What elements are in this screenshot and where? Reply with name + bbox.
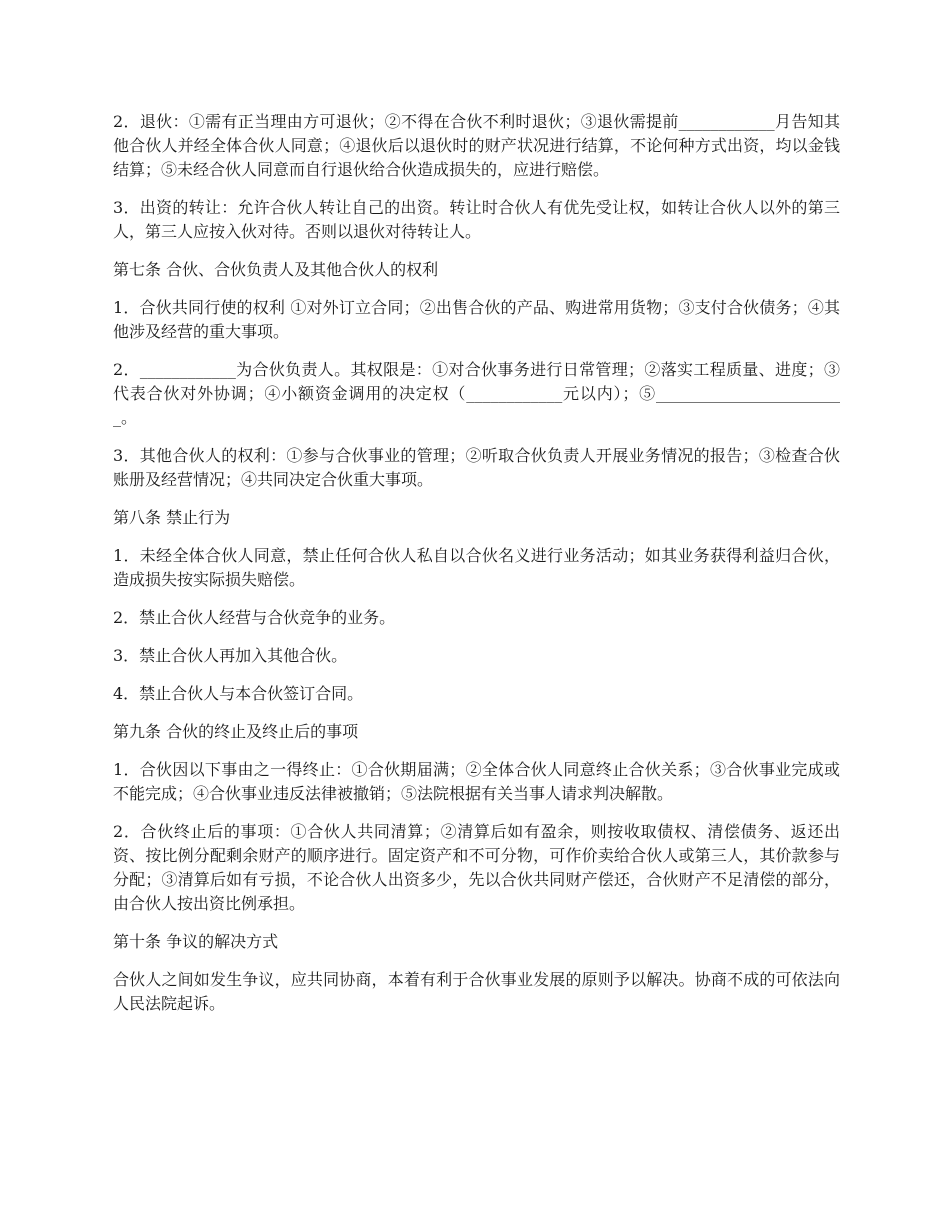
clause-partnership-manager: 2．____________为合伙负责人。其权限是：①对合伙事务进行日常管理；②落实工程质量、进度；③代表合伙对外协调；④小额资金调用的决定权（____________元以内）；⑤________________________。 [113, 360, 840, 427]
clause-prohibit-private-business: 1．未经全体合伙人同意，禁止任何合伙人私自以合伙名义进行业务活动；如其业务获得利益归合伙，造成损失按实际损失赔偿。 [113, 546, 840, 589]
article-7-heading: 第七条 合伙、合伙负责人及其他合伙人的权利 [113, 260, 439, 279]
clause-termination-causes: 1．合伙因以下事由之一得终止：①合伙期届满；②全体合伙人同意终止合伙关系；③合伙事业完成或不能完成；④合伙事业违反法律被撤销；⑤法院根据有关当事人请求判决解散。 [113, 760, 840, 803]
clause-prohibit-self-contract: 4．禁止合伙人与本合伙签订合同。 [113, 684, 364, 703]
clause-joint-rights: 1．合伙共同行使的权利 ①对外订立合同；②出售合伙的产品、购进常用货物；③支付合伙债务；④其他涉及经营的重大事项。 [113, 298, 840, 341]
clause-withdrawal: 2．退伙：①需有正当理由方可退伙；②不得在合伙不利时退伙；③退伙需提前____________月告知其他合伙人并经全体合伙人同意；④退伙后以退伙时的财产状况进行结算，不论何种方式出资，均以金钱结算；⑤未经合伙人同意而自行退伙给合伙造成损失的，应进行赔偿。 [113, 112, 840, 179]
clause-prohibit-competition: 2．禁止合伙人经营与合伙竞争的业务。 [113, 608, 396, 627]
document-body [113, 110, 840, 1030]
clause-prohibit-other-partnership: 3．禁止合伙人再加入其他合伙。 [113, 646, 348, 665]
clause-dispute-resolution: 合伙人之间如发生争议，应共同协商，本着有利于合伙事业发展的原则予以解决。协商不成的可依法向人民法院起诉。 [113, 970, 840, 1013]
article-8-heading: 第八条 禁止行为 [113, 508, 231, 527]
clause-other-partner-rights: 3．其他合伙人的权利：①参与合伙事业的管理；②听取合伙负责人开展业务情况的报告；③检查合伙账册及经营情况；④共同决定合伙重大事项。 [113, 446, 840, 489]
clause-post-termination: 2．合伙终止后的事项：①合伙人共同清算；②清算后如有盈余，则按收取债权、清偿债务、返还出资、按比例分配剩余财产的顺序进行。固定资产和不可分物，可作价卖给合伙人或第三人，其价款参与分配；③清算后如有亏损，不论合伙人出资多少，先以合伙共同财产偿还，合伙财产不足清偿的部分，由合伙人按出资比例承担。 [113, 822, 840, 913]
article-10-heading: 第十条 争议的解决方式 [113, 932, 279, 951]
article-9-heading: 第九条 合伙的终止及终止后的事项 [113, 722, 359, 741]
clause-capital-transfer: 3．出资的转让：允许合伙人转让自己的出资。转让时合伙人有优先受让权，如转让合伙人以外的第三人，第三人应按入伙对待。否则以退伙对待转让人。 [113, 198, 840, 241]
